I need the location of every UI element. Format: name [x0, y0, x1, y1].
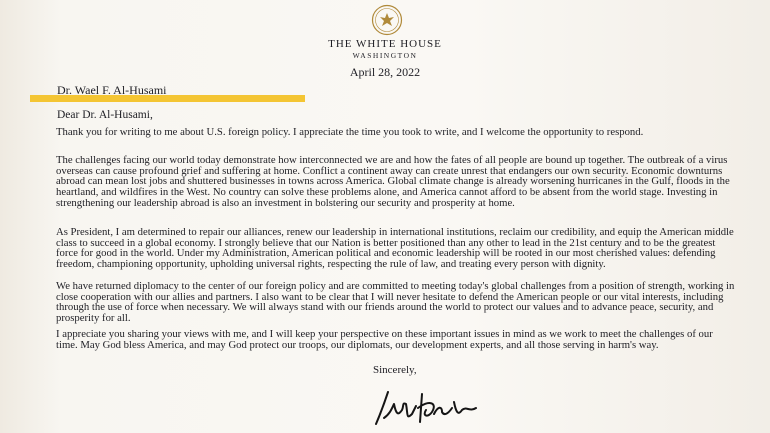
presidential-seal-icon — [371, 4, 403, 36]
signature-image — [372, 384, 482, 428]
letter-date: April 28, 2022 — [349, 65, 421, 79]
recipient-name: Dr. Wael F. Al-Husami — [57, 83, 167, 97]
paragraph-1: Thank you for writing to me about U.S. foreign policy. I appreciate the time you took to write, and I welcome the opportunity to respond. — [56, 126, 644, 138]
salutation: Dear Dr. Al-Husami, — [57, 109, 153, 121]
closing: Sincerely, — [373, 364, 417, 376]
paragraph-3: As President, I am determined to repair our alliances, renew our leadership in international institutions, reclaim our credibility, and equip the American middle class to succeed in a global economy. I strongly believe that our Nation is better positioned than any other to lead in the 21st century and to be the greatest force for good in the world. Under my Administration, American political and economic leadership will be rooted in our most cherished values: defending freedom, championing opportunity, upholding universal rights, respecting the rule of law, and treating every person with dignity. — [56, 226, 734, 271]
paragraph-4: We have returned diplomacy to the center of our foreign policy and are committed to meeting today's global challenges from a position of strength, working in close cooperation with our allies and partners. I also want to be clear that I will never hesitate to defend the American people or our vital interests, including through the use of force when necessary. We will always stand with our friends around the world to protect our values and to advance peace, security, and prosperity for all. — [56, 280, 735, 325]
letterhead-subtitle: WASHINGTON — [352, 51, 418, 60]
paragraph-5: I appreciate you sharing your views with me, and I will keep your perspective on these important issues in mind as we work to meet the challenges of our time. May God bless America, and may God protect our troops, our diplomats, our development experts, and all those serving in harm's way. — [56, 328, 713, 351]
letterhead-title: THE WHITE HOUSE — [328, 38, 442, 50]
paragraph-2: The challenges facing our world today demonstrate how interconnected we are and how the fates of all people are bound up together. The outbreak of a virus overseas can cause profound grief and suffering at home. Conflict a continent away can create unrest that endangers our own security. Economic downturns abroad can mean lost jobs and shuttered businesses in towns across America. Global climate change is already worsening hurricanes in the Gulf, floods in the heartland, and wildfires in the West. No country can solve these problems alone, and America cannot afford to be absent from the world stage. Investing in strengthening our leadership abroad is also an investment in bolstering our security and prosperity at home. — [56, 154, 730, 209]
